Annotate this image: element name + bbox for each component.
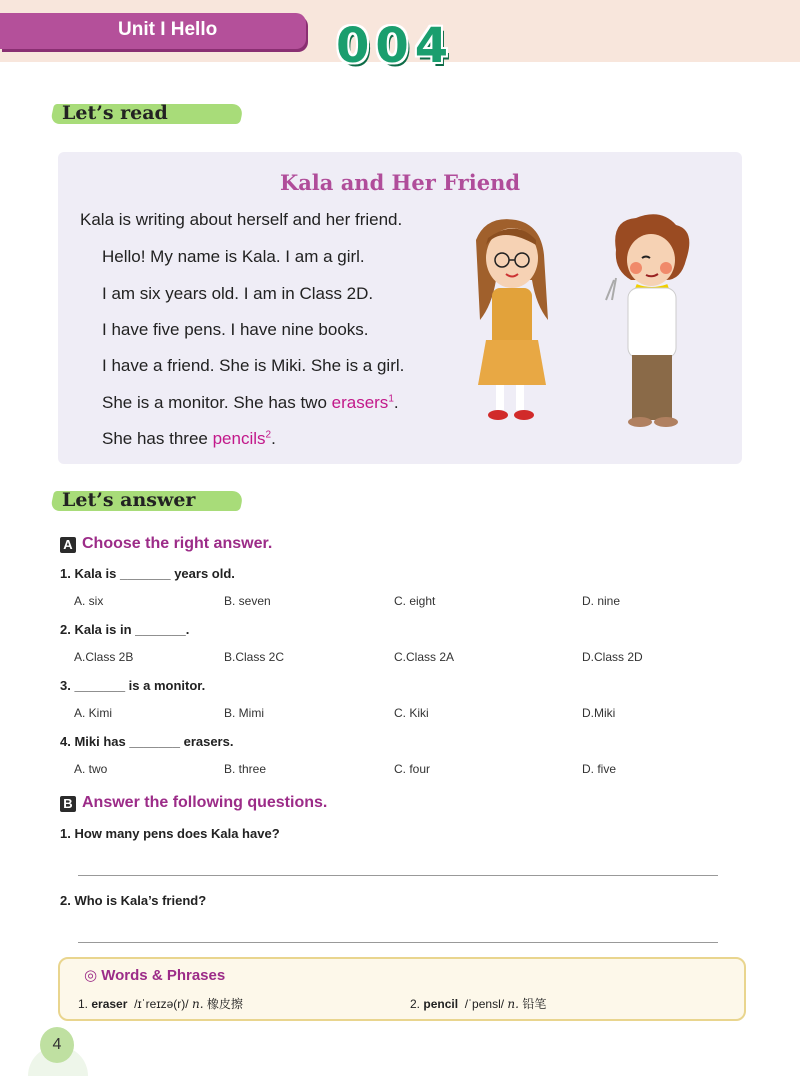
story-line: I have a friend. She is Miki. She is a girl.	[102, 356, 405, 375]
read-heading	[52, 100, 252, 130]
task-a-badge: A	[60, 537, 76, 553]
option[interactable]: D. five	[582, 762, 617, 776]
answer-line-1[interactable]	[78, 875, 718, 876]
unit-tab	[0, 13, 306, 49]
option[interactable]: A.Class 2B	[74, 650, 134, 664]
page-code: 004	[336, 18, 455, 74]
story-intro: Kala is writing about herself and her friend.	[80, 210, 403, 229]
story-line: She has three pencils$^2$.	[102, 429, 276, 448]
kala-and-miki-illustration	[456, 210, 726, 450]
option[interactable]: C.Class 2A	[394, 650, 455, 664]
story-line: I am six years old. I am in Class 2D.	[102, 284, 374, 303]
story-line: She is a monitor. She has two erasers$^1$.	[102, 393, 399, 412]
word-entry: 2. pencil /ˈpensl/ n. 铅笔	[410, 997, 547, 1011]
option[interactable]: B. seven	[224, 594, 271, 608]
option[interactable]: A. two	[74, 762, 108, 776]
option[interactable]: D. nine	[582, 594, 621, 608]
question-4: 4. Miki has _______ erasers.	[60, 734, 234, 749]
option[interactable]: A. Kimi	[74, 706, 113, 720]
task-a-title: Choose the right answer.	[82, 535, 273, 552]
page-number: 4	[40, 1027, 74, 1063]
story-title: Kala and Her Friend	[279, 170, 521, 195]
answer-heading	[52, 487, 252, 517]
answer-heading-text: Let’s answer	[62, 489, 196, 511]
option[interactable]: D.Miki	[582, 706, 616, 720]
unit-title: Unit I Hello	[118, 19, 218, 40]
vocab-erasers: erasers	[331, 393, 389, 412]
task-b-badge: B	[60, 796, 76, 812]
option[interactable]: C. Kiki	[394, 706, 429, 720]
option[interactable]: B.Class 2C	[224, 650, 285, 664]
option[interactable]: D.Class 2D	[582, 650, 643, 664]
story-line: Hello! My name is Kala. I am a girl.	[102, 247, 365, 266]
question-3: 3. _______ is a monitor.	[60, 678, 206, 693]
kala-figure	[476, 219, 548, 420]
answer-line-2[interactable]	[78, 942, 718, 943]
open-question-2: 2. Who is Kala’s friend?	[60, 893, 207, 908]
words-title: ◎ Words & Phrases	[84, 967, 226, 984]
story-line: I have five pens. I have nine books.	[102, 320, 369, 339]
vocab-pencils: pencils	[212, 429, 266, 448]
task-b-title: Answer the following questions.	[82, 794, 328, 811]
option[interactable]: C. four	[394, 762, 431, 776]
question-1: 1. Kala is _______ years old.	[60, 566, 235, 581]
open-question-1: 1. How many pens does Kala have?	[60, 826, 280, 841]
read-heading-text: Let’s read	[62, 102, 168, 124]
footnote-2: 2	[265, 429, 272, 441]
option[interactable]: C. eight	[394, 594, 436, 608]
footnote-1: 1	[388, 393, 394, 405]
question-2: 2. Kala is in _______.	[60, 622, 190, 637]
option[interactable]: A. six	[74, 594, 104, 608]
option[interactable]: B. Mimi	[224, 706, 264, 720]
word-entry: 1. eraser /ɪˈreɪzə(r)/ n. 橡皮擦	[78, 997, 243, 1011]
option[interactable]: B. three	[224, 762, 267, 776]
miki-figure	[606, 214, 689, 427]
